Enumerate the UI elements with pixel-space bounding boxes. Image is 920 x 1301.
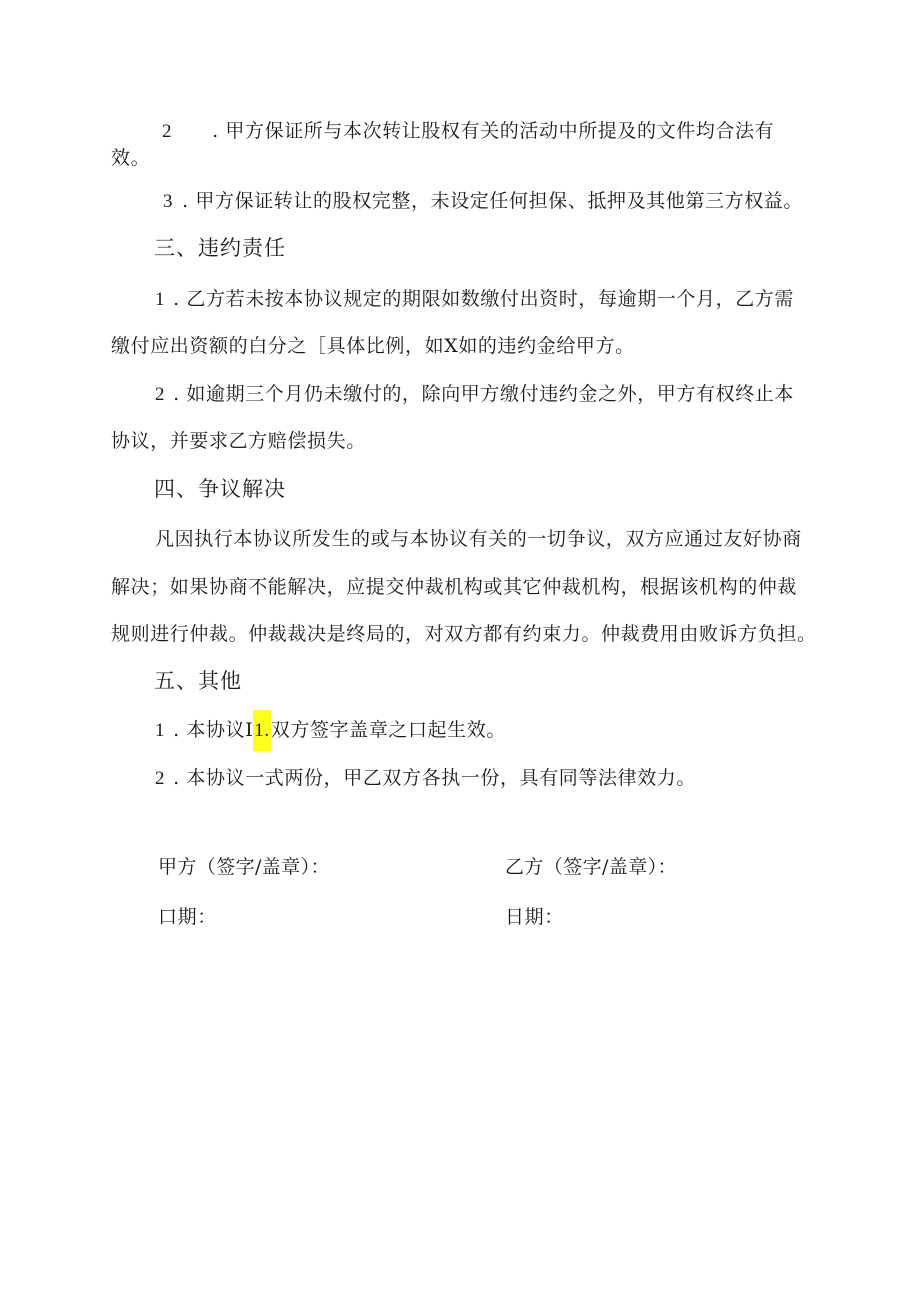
- clause-text: . 甲方保证转让的股权完整，未设定任何担保、抵押及其他第三方权益。: [182, 190, 803, 212]
- party-b-date-label: 日期：: [505, 906, 564, 928]
- clause-text: . 本协议一式两份，甲乙双方各执一份，具有同等法律效力。: [173, 767, 696, 789]
- clause-3-2-line-2: 协议，并要求乙方赔偿损失。: [111, 430, 366, 452]
- dispute-paragraph-line-1: 凡因执行本协议所发生的或与本协议有关的一切争议，双方应通过友好协商: [155, 528, 802, 550]
- clause-number: 2: [155, 384, 166, 405]
- clause-number: 1: [155, 289, 166, 310]
- dispute-paragraph-line-2: 解决；如果协商不能解决，应提交仲裁机构或其它仲裁机构，根据该机构的仲裁: [111, 576, 798, 598]
- clause-text: . 甲方保证所与本次转让股权有关的活动中所提及的文件均合法有: [212, 120, 775, 142]
- clause-text-after: 双方签字盖章之口起生效。: [270, 719, 506, 741]
- party-a-signature-label: 甲方（签字/盖章）：: [158, 856, 330, 878]
- clause-text: . 乙方若未按本协议规定的期限如数缴付出资时，每逾期一个月，乙方需: [173, 288, 794, 310]
- clause-text-before: . 本协议I: [173, 719, 254, 741]
- highlighted-text: 1.: [253, 710, 270, 751]
- clause-number: 2: [162, 121, 173, 142]
- clause-3-1-line-1: [155, 287, 794, 312]
- section-heading-breach: 三、违约责任: [154, 236, 286, 260]
- party-b-signature-label: 乙方（签字/盖章）：: [505, 856, 677, 878]
- clause-number: 3: [163, 191, 174, 212]
- dispute-paragraph-line-3: 规则进行仲裁。仲裁裁决是终局的，对双方都有约束力。仲裁费用由败诉方负担。: [111, 623, 817, 645]
- clause-text: . 如逾期三个月仍未缴付的，除向甲方缴付违约金之外，甲方有权终止本: [173, 383, 794, 405]
- clause-3-2-line-1: [155, 382, 794, 407]
- clause-5-2: [155, 766, 696, 791]
- clause-2-2-line-2: 效。: [111, 147, 151, 169]
- clause-2-2-line-1: [162, 119, 774, 144]
- clause-number: 1: [155, 720, 166, 741]
- section-heading-other: 五、其他: [154, 669, 242, 693]
- clause-number: 2: [155, 768, 166, 789]
- clause-5-1: [155, 718, 506, 743]
- section-heading-dispute: 四、争议解决: [154, 477, 286, 501]
- clause-2-3: [163, 189, 803, 214]
- clause-3-1-line-2: 缴付应出资额的白分之［具体比例，如X如的违约金给甲方。: [111, 335, 635, 357]
- party-a-date-label: 口期：: [158, 906, 217, 928]
